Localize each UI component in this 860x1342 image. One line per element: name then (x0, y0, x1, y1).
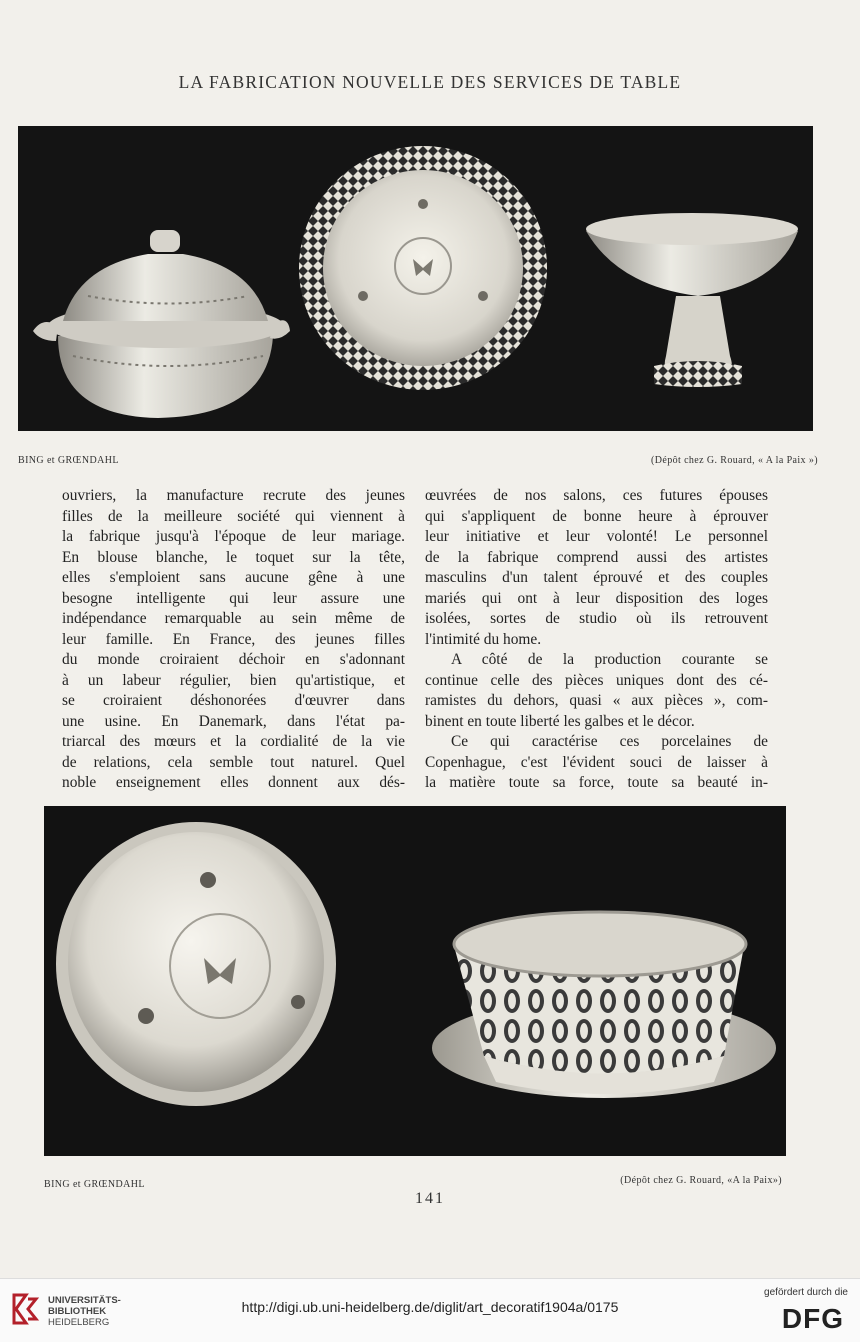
library-line-2: BIBLIOTHEK (48, 1306, 107, 1317)
text-column-left (62, 486, 405, 794)
text-line: En blouse blanche, le toquet sur la tête, (62, 548, 405, 566)
text-line: ramistes du dehors, quasi « aux pièces », com- (425, 692, 768, 709)
text-line: noble enseignement elles donnent aux dés- (62, 774, 405, 791)
text-line: du monde croiraient déchoir en s'adonnant (62, 651, 405, 668)
text-line: de la fabrique comprend aussi des artistes (425, 548, 768, 566)
library-city: HEIDELBERG (48, 1317, 110, 1328)
figure-1-photo (18, 126, 813, 431)
figure-1-illustration (18, 126, 813, 431)
text-line: binent en toute liberté les galbes et le décor. (425, 712, 695, 730)
text-line: filles de la meilleure société qui viennent à (62, 507, 405, 525)
figure-2-caption-left: BING et GRŒNDAHL (44, 1179, 145, 1190)
openwork-bowl-image (432, 912, 776, 1098)
page-number: 141 (415, 1190, 445, 1207)
text-line: A côté de la production courante se (451, 651, 768, 668)
text-line: Copenhague, c'est l'évident souci de laisser à (425, 753, 768, 771)
figure-2-illustration (44, 806, 786, 1156)
text-line: la fabrique jusqu'à l'époque de leur mariage. (62, 528, 405, 545)
text-column-right (425, 486, 768, 794)
text-line: indépendance remarquable au sein même de (62, 610, 405, 627)
text-line: leur famille. En France, des jeunes filles (62, 630, 405, 648)
text-line: œuvrées de nos salons, ces futures épouses (425, 487, 768, 504)
figure-1-caption-left: BING et GRŒNDAHL (18, 455, 119, 466)
text-line: elles s'emploient sans aucune gêne à une (62, 569, 405, 586)
text-line: besogne intelligente qui leur assure une (62, 589, 405, 607)
pierced-plate-image (299, 146, 547, 390)
text-line: qui s'appliquent de bonne heure à éprouver (425, 507, 768, 525)
viewer-footer (0, 1278, 860, 1342)
figure-1-caption-right: (Dépôt chez G. Rouard, « A la Paix ») (651, 455, 818, 466)
library-line-1: UNIVERSITÄTS- (48, 1295, 121, 1306)
text-line: la matière toute sa force, toute sa beauté in- (425, 774, 768, 791)
text-line: une usine. En Danemark, dans l'état pa- (62, 712, 405, 730)
sponsor-label: gefördert durch die (764, 1287, 848, 1298)
dfg-logo[interactable]: DFG (781, 1303, 844, 1334)
text-line: mariés qui ont à leur disposition des loges (425, 589, 768, 607)
running-title: LA FABRICATION NOUVELLE DES SERVICES DE TABLE (178, 72, 682, 92)
text-line: à un labeur régulier, bien qu'artistique, et (62, 671, 405, 689)
figure-2-photo (44, 806, 786, 1156)
text-line: se croiraient déshonorées d'œuvrer dans (62, 692, 405, 709)
text-line: ouvriers, la manufacture recrute des jeunes (62, 487, 405, 504)
permalink-url[interactable]: http://digi.ub.uni-heidelberg.de/diglit/art_decoratif1904a/0175 (241, 1299, 619, 1315)
large-plate-image (56, 822, 336, 1106)
text-line: leur initiative et leur volonté! Le personnel (425, 528, 768, 545)
text-line: l'intimité du home. (425, 630, 542, 648)
text-line: continue celle des pièces uniques dont des cé- (425, 671, 768, 689)
text-line: triarcal des mœurs et la cordialité de la vie (62, 733, 405, 750)
figure-2-caption-right: (Dépôt chez G. Rouard, «A la Paix») (620, 1175, 782, 1186)
text-line: de relations, cela semble tout naturel. Quel (62, 753, 405, 771)
text-line: masculins d'un talent éprouvé et des couples (425, 569, 768, 586)
text-line: isolées, sortes de studio où ils retrouvent (425, 610, 768, 627)
text-line: Ce qui caractérise ces porcelaines de (451, 733, 768, 750)
